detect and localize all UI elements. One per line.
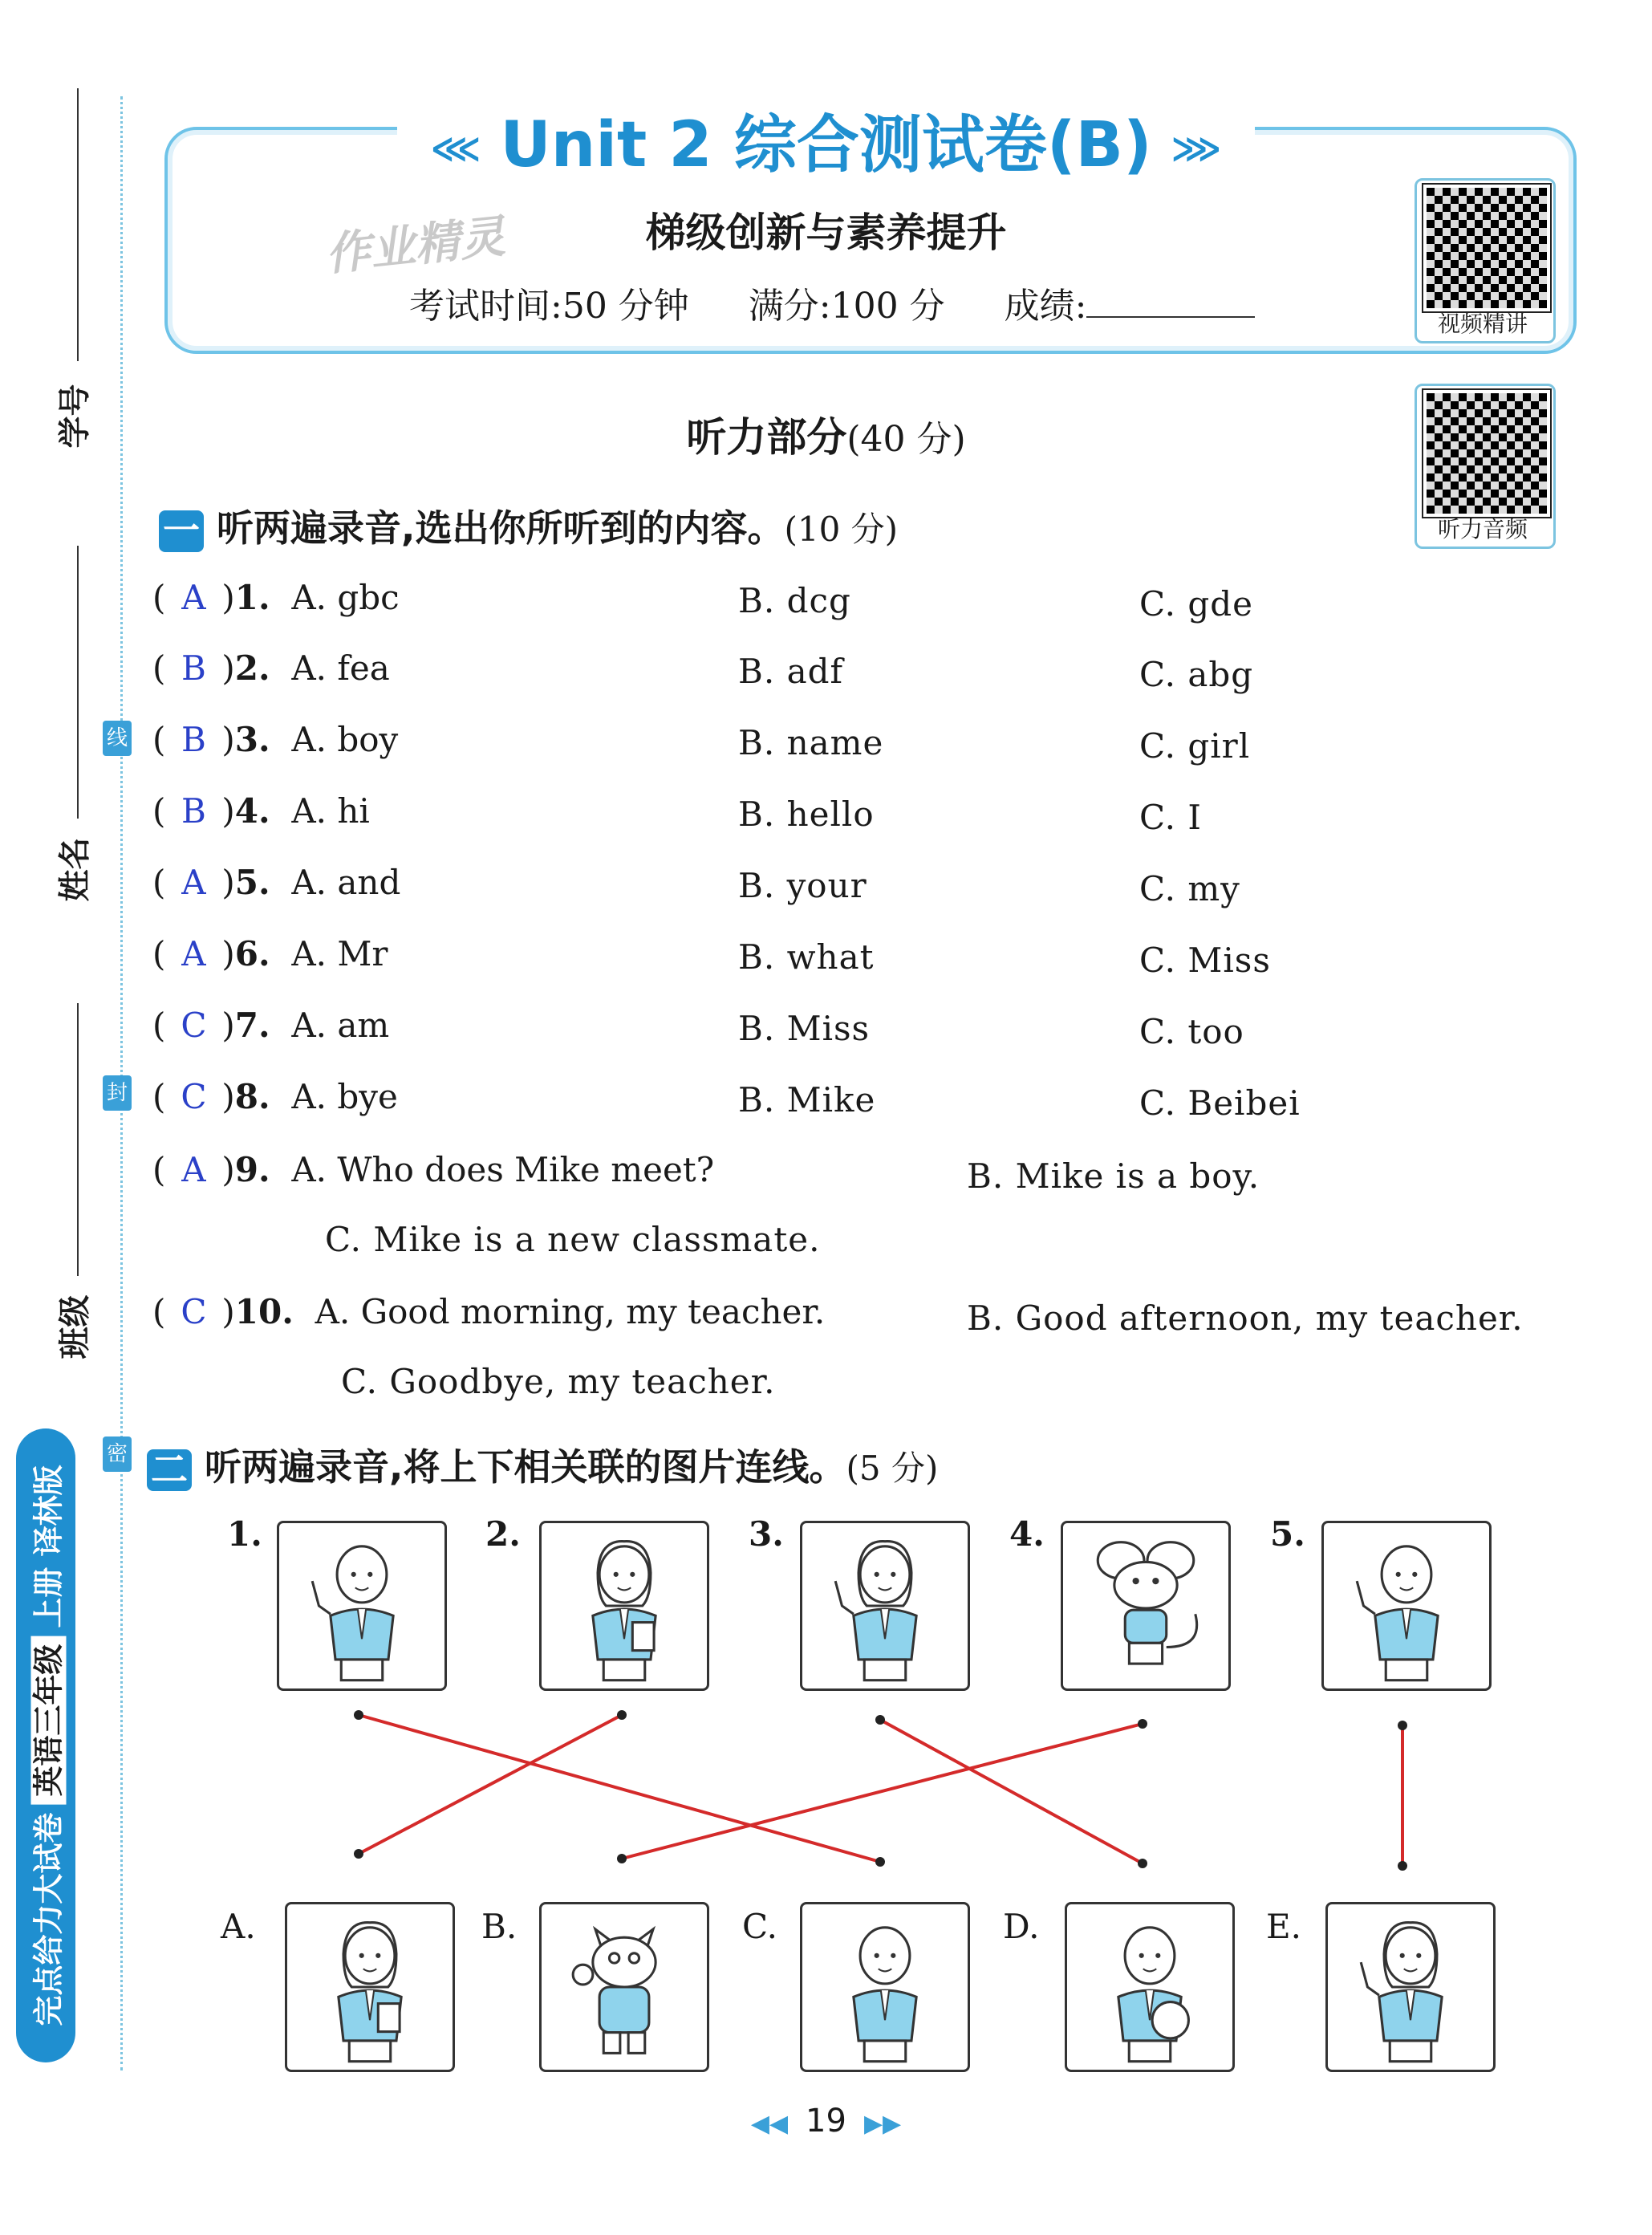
bottom-picture-e[interactable] [1325,1902,1496,2072]
question-3: ( B )3. A. boy [152,720,399,759]
book-title-edition: 上册 译林版 [30,1465,67,1628]
question-8-answer[interactable]: C [181,1077,207,1116]
question-10-number: 10. [234,1292,294,1331]
top-picture-4[interactable] [1061,1521,1231,1691]
part1-points: (10 分) [784,510,899,549]
full-score: 满分:100 分 [748,286,945,327]
top-picture-3[interactable] [800,1521,970,1691]
question-2-option-c: C. abg [1139,655,1254,694]
name-label: 姓名 [56,837,94,902]
bottom-picture-d[interactable] [1065,1902,1235,2072]
question-10-option-c: C. Goodbye, my teacher. [341,1362,776,1401]
subtitle: 梯级创新与素养提升 [645,209,1007,256]
question-5-answer[interactable]: A [181,863,206,902]
title-deco-left-icon: ⋘ [430,128,481,170]
question-2-answer[interactable]: B [181,648,206,688]
top-picture-2[interactable] [539,1521,709,1691]
book-title-series: 完点给力大试卷 [30,1812,67,2026]
match-dot [617,1710,627,1720]
score-blank [1086,308,1255,318]
match-line-3-d [880,1720,1143,1863]
name-line [77,546,79,819]
title-text: Unit 2 综合测试卷(B) [500,109,1152,181]
question-7-answer[interactable]: C [181,1006,207,1045]
student-id-label: 学号 [56,384,94,449]
part2-instruction-text: 听两遍录音,将上下相关联的图片连线。 [205,1445,846,1489]
match-dot [354,1849,363,1859]
class-line [77,1003,79,1276]
question-8: ( C )8. A. bye [152,1077,398,1116]
question-7: ( C )7. A. am [152,1006,390,1045]
match-line-1-c [359,1715,880,1862]
question-6-option-b: B. what [738,937,875,977]
question-1: ( A )1. A. gbc [152,578,400,617]
score-label: 成绩: [1004,286,1087,327]
page-number-text: 19 [806,2103,846,2140]
part1-instruction [159,499,898,552]
seal-mi: 密 [103,1436,132,1472]
match-line-4-b [622,1724,1143,1859]
page-number [0,2103,1652,2140]
question-6: ( A )6. A. Mr [152,934,388,973]
question-4-option-c: C. I [1139,798,1202,837]
question-2-option-b: B. adf [738,652,844,691]
bottom-picture-a-label: A. [221,1907,256,1946]
match-dot [1398,1721,1407,1730]
match-dot [875,1715,885,1725]
question-3-number: 3. [234,720,270,759]
question-7-option-c: C. too [1139,1012,1244,1051]
question-6-number: 6. [234,934,270,973]
question-1-option-a: A. gbc [291,578,400,617]
top-picture-2-label: 2. [485,1514,521,1554]
question-6-answer[interactable]: A [181,934,206,973]
match-dot [1138,1719,1147,1729]
page-title [0,95,1652,185]
question-4-option-a: A. hi [291,791,370,831]
page-prev-icon: ◀◀ [750,2110,789,2138]
question-9-option-a: A. Who does Mike meet? [291,1150,715,1189]
bottom-picture-e-label: E. [1266,1907,1302,1946]
question-1-answer[interactable]: A [181,578,206,617]
part1-instruction-text: 听两遍录音,选出你所听到的内容。 [217,506,785,550]
question-7-option-a: A. am [291,1006,390,1045]
seal-xian: 线 [103,721,132,756]
question-5-number: 5. [234,863,270,902]
question-8-option-a: A. bye [291,1077,398,1116]
book-title-strip [16,1428,75,2062]
bottom-picture-d-label: D. [1003,1907,1040,1946]
question-4: ( B )4. A. hi [152,791,370,831]
top-picture-1[interactable] [277,1521,447,1691]
question-2-option-a: A. fea [291,648,390,688]
watermark: 作业精灵 [323,210,508,282]
title-deco-right-icon: ⋙ [1171,128,1222,170]
question-10: ( C )10. A. Good morning, my teacher. [152,1292,826,1331]
top-picture-4-label: 4. [1009,1514,1045,1554]
qr-video-icon[interactable] [1423,185,1550,311]
qr-audio-label: 听力音频 [1437,516,1528,542]
listening-heading-text: 听力部分 [686,414,847,461]
question-5: ( A )5. A. and [152,863,401,902]
question-4-option-b: B. hello [738,794,875,834]
question-10-option-a: A. Good morning, my teacher. [315,1292,826,1331]
qr-video-label: 视频精讲 [1437,311,1528,337]
exam-info [409,277,1255,328]
match-dot [354,1710,363,1720]
question-7-number: 7. [234,1006,270,1045]
exam-time: 考试时间:50 分钟 [409,286,689,327]
part2-number-badge: 二 [147,1449,192,1491]
question-9-answer[interactable]: A [181,1150,206,1189]
match-dot [875,1857,885,1867]
page-next-icon: ▶▶ [863,2110,902,2138]
question-6-option-c: C. Miss [1139,941,1271,980]
question-6-option-a: A. Mr [291,934,388,973]
question-2-number: 2. [234,648,270,688]
question-2: ( B )2. A. fea [152,648,390,688]
match-line-2-a [359,1715,622,1854]
question-1-option-c: C. gde [1139,584,1253,624]
bottom-picture-c[interactable] [800,1902,970,2072]
question-10-option-b: B. Good afternoon, my teacher. [967,1298,1524,1338]
bottom-picture-c-label: C. [742,1907,777,1946]
question-8-option-b: B. Mike [738,1080,876,1120]
question-5-option-a: A. and [291,863,401,902]
question-9-number: 9. [234,1150,270,1189]
question-9: ( A )9. A. Who does Mike meet? [152,1150,715,1189]
bottom-picture-b-label: B. [481,1907,518,1946]
question-1-number: 1. [234,578,270,617]
listening-points: (40 分) [846,419,966,460]
match-dot [617,1854,627,1863]
listening-heading [0,405,1652,463]
question-10-answer[interactable]: C [181,1292,207,1331]
question-4-number: 4. [234,791,270,831]
question-5-option-b: B. your [738,866,867,905]
question-9-option-b: B. Mike is a boy. [967,1156,1260,1196]
match-dot [1398,1861,1407,1871]
top-picture-3-label: 3. [749,1514,784,1554]
question-3-option-c: C. girl [1139,726,1251,766]
part1-number-badge: 一 [159,510,204,552]
question-8-option-c: C. Beibei [1139,1083,1301,1123]
question-7-option-b: B. Miss [738,1009,871,1048]
question-5-option-c: C. my [1139,869,1240,908]
class-label: 班级 [56,1294,94,1359]
question-9-option-c: C. Mike is a new classmate. [325,1220,821,1259]
question-3-option-a: A. boy [291,720,399,759]
top-picture-5-label: 5. [1270,1514,1305,1554]
match-dot [1138,1859,1147,1868]
part2-points: (5 分) [846,1449,939,1488]
question-3-answer[interactable]: B [181,720,206,759]
question-4-answer[interactable]: B [181,791,206,831]
seal-feng: 封 [103,1075,132,1111]
question-8-number: 8. [234,1077,270,1116]
top-picture-5[interactable] [1321,1521,1492,1691]
bottom-picture-a[interactable] [285,1902,455,2072]
question-1-option-b: B. dcg [738,581,851,620]
book-title-grade: 英语三年级 [31,1636,67,1805]
bottom-picture-b[interactable] [539,1902,709,2072]
part2-instruction [147,1438,938,1491]
top-picture-1-label: 1. [227,1514,262,1554]
question-3-option-b: B. name [738,723,884,762]
